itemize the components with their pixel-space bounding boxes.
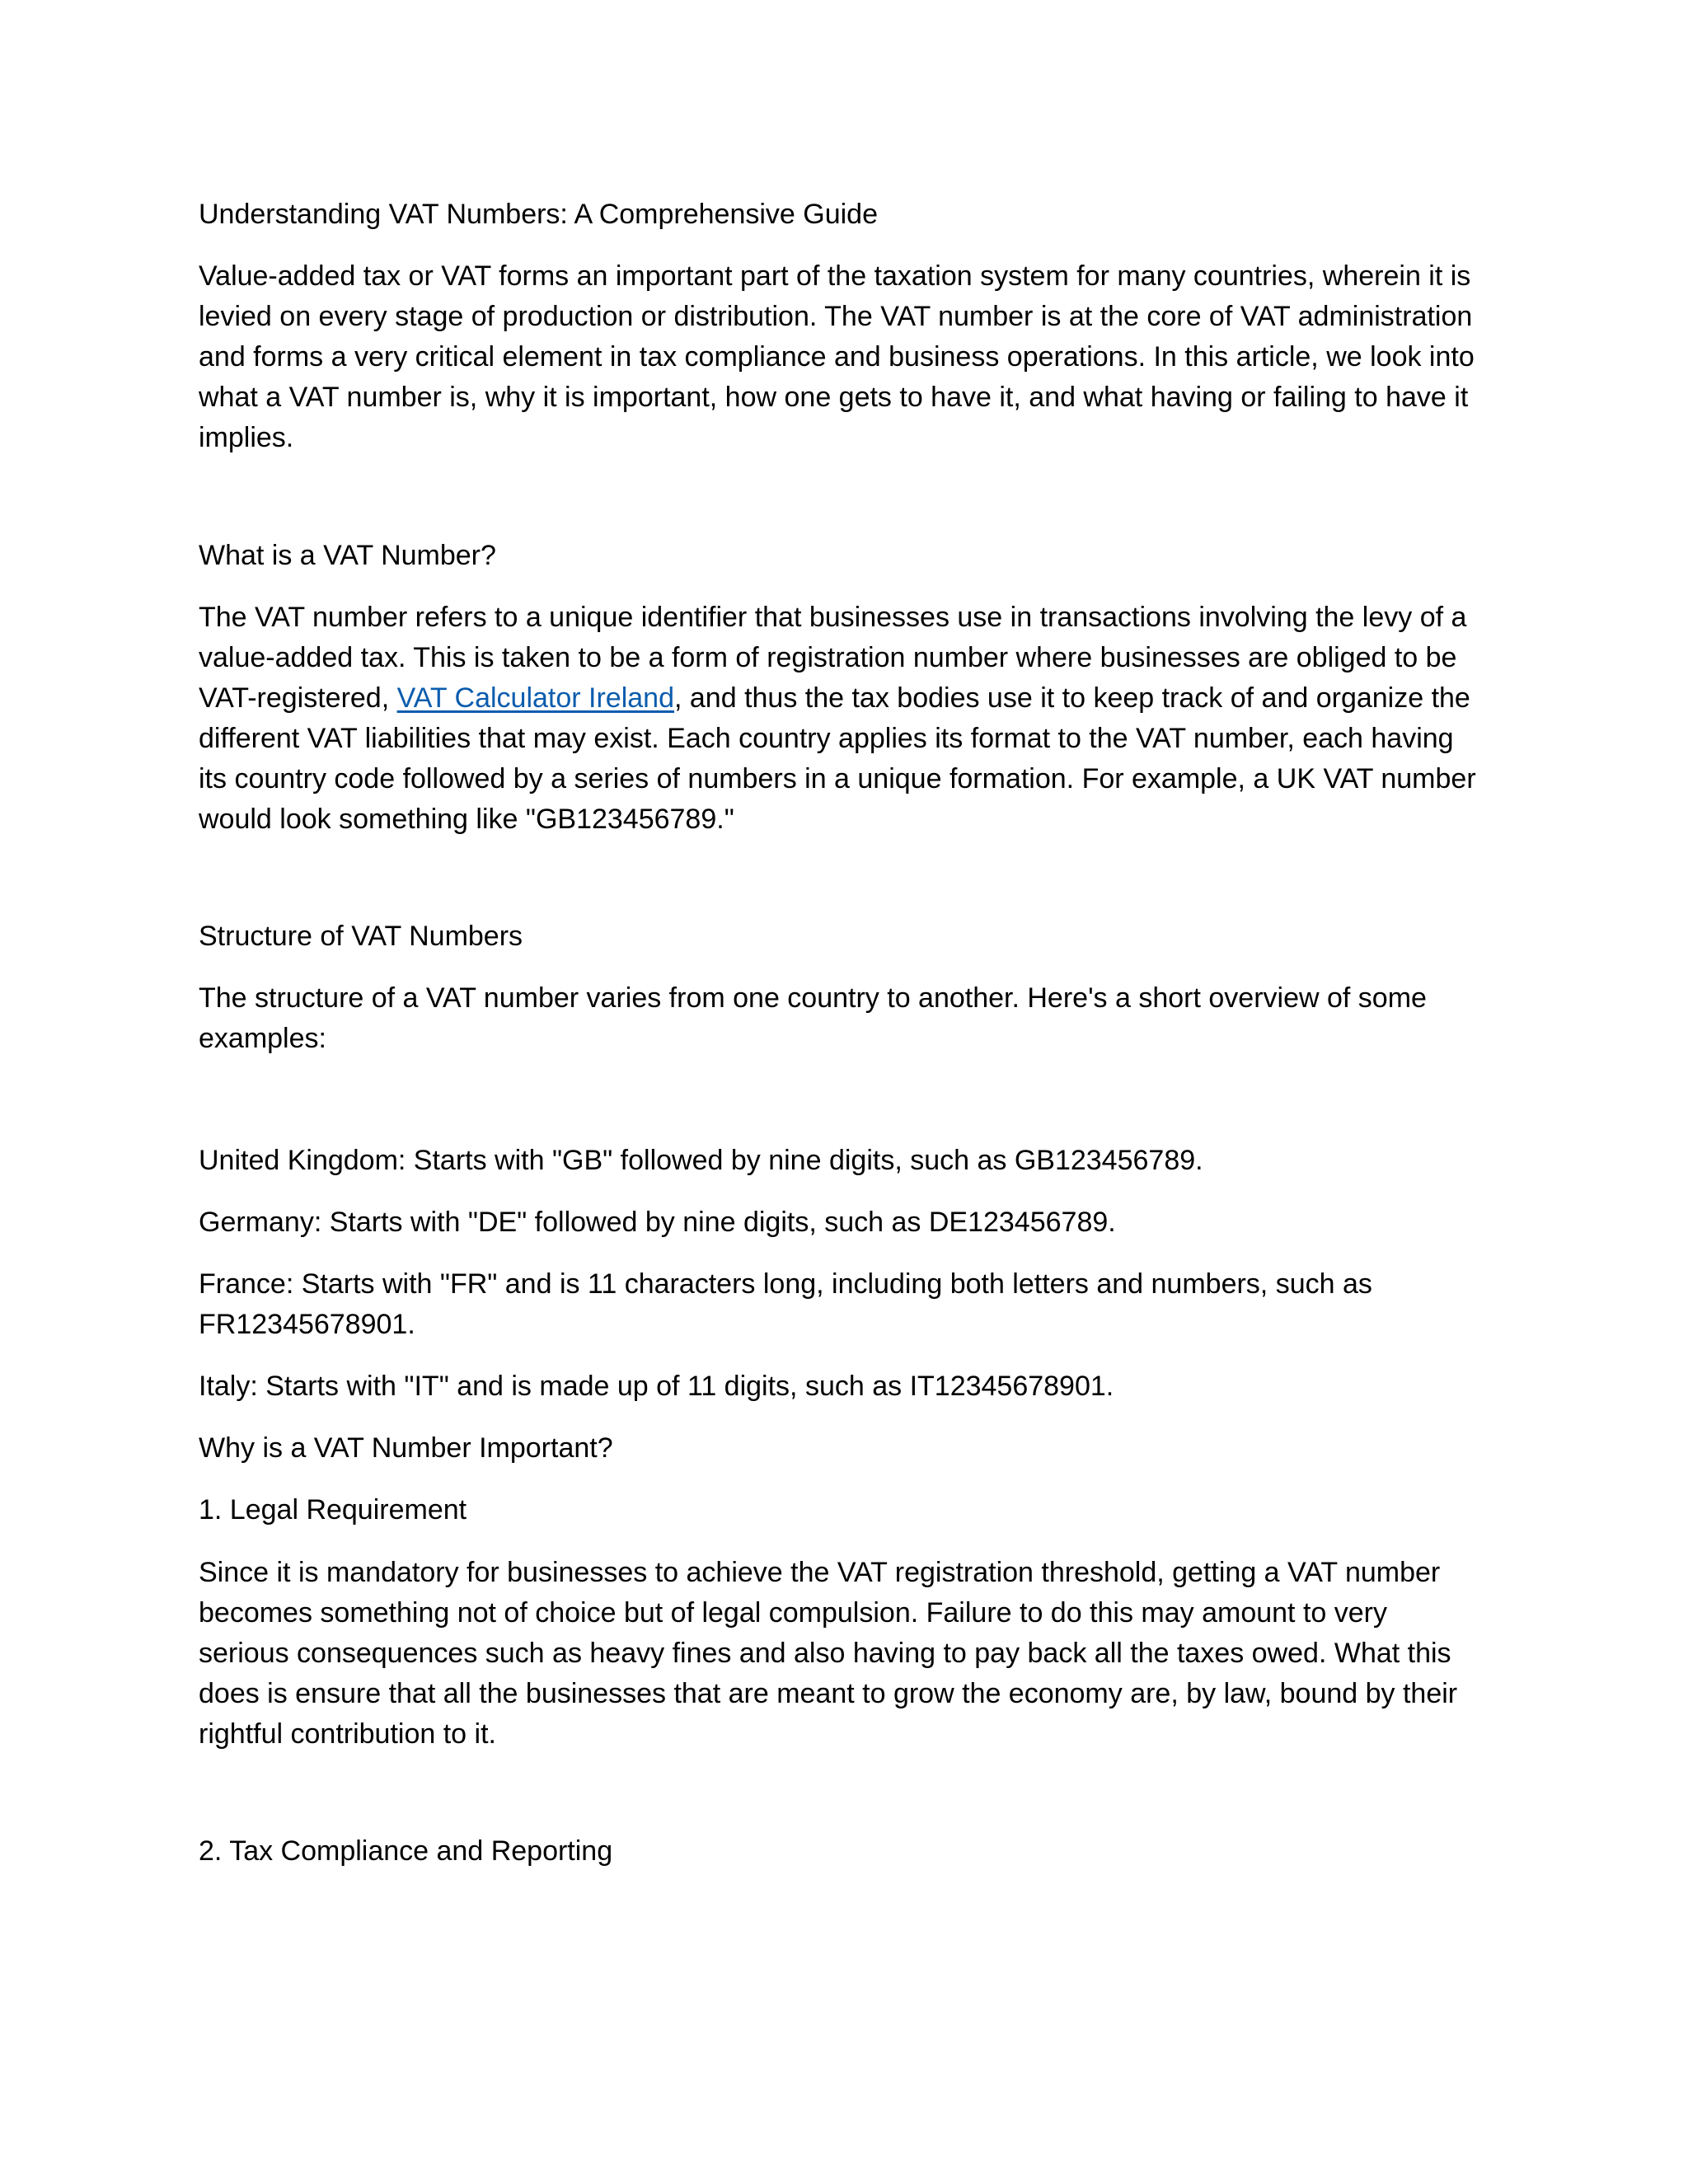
example-united-kingdom: United Kingdom: Starts with "GB" followed by nine digits, such as GB123456789. bbox=[199, 1145, 1203, 1176]
what-paragraph-text-end: , and thus the tax bodies use it to keep track of and organize the different VAT liabilities that may exist. Each country applies its format to the VAT number, each having its country code followed by a series of numbers in a unique formation. For example, a UK VAT number would look something like "GB123456789." bbox=[199, 682, 1476, 835]
example-france: France: Starts with "FR" and is 11 characters long, including both letters and numbers, such as FR12345678901. bbox=[199, 1268, 1372, 1340]
legal-requirement-heading: 1. Legal Requirement bbox=[199, 1494, 467, 1526]
what-heading: What is a VAT Number? bbox=[199, 540, 496, 571]
example-germany: Germany: Starts with "DE" followed by nine digits, such as DE123456789. bbox=[199, 1207, 1116, 1238]
example-italy: Italy: Starts with "IT" and is made up of 11 digits, such as IT12345678901. bbox=[199, 1371, 1114, 1402]
what-paragraph bbox=[199, 598, 1484, 840]
tax-compliance-heading: 2. Tax Compliance and Reporting bbox=[199, 1835, 613, 1867]
document-title: Understanding VAT Numbers: A Comprehensive Guide bbox=[199, 199, 878, 230]
intro-paragraph: Value-added tax or VAT forms an important part of the taxation system for many countries, wherein it is levied on every stage of production or distribution. The VAT number is at the core of VAT administration and forms a very critical element in tax compliance and business operations. In this article, we look into what a VAT number is, why it is important, how one gets to have it, and what having or failing to have it implies. bbox=[199, 260, 1475, 453]
structure-intro-paragraph: The structure of a VAT number varies from one country to another. Here's a short overview of some examples: bbox=[199, 982, 1427, 1054]
legal-requirement-paragraph: Since it is mandatory for businesses to achieve the VAT registration threshold, getting a VAT number becomes something not of choice but of legal compulsion. Failure to do this may amount to very serious consequences such as heavy fines and also having to pay back all the taxes owed. What this does is ensure that all the businesses that are meant to grow the economy are, by law, bound by their rightful contribution to it. bbox=[199, 1557, 1458, 1750]
structure-heading: Structure of VAT Numbers bbox=[199, 921, 523, 952]
vat-calculator-ireland-link[interactable]: VAT Calculator Ireland bbox=[396, 682, 674, 714]
what-paragraph-text-start: The VAT number refers to a unique identifier that businesses use in transactions involving the levy of a value-added tax. This is taken to be a form of registration number where businesses are obliged to be VAT-registered, bbox=[199, 602, 1467, 714]
why-heading: Why is a VAT Number Important? bbox=[199, 1432, 613, 1464]
